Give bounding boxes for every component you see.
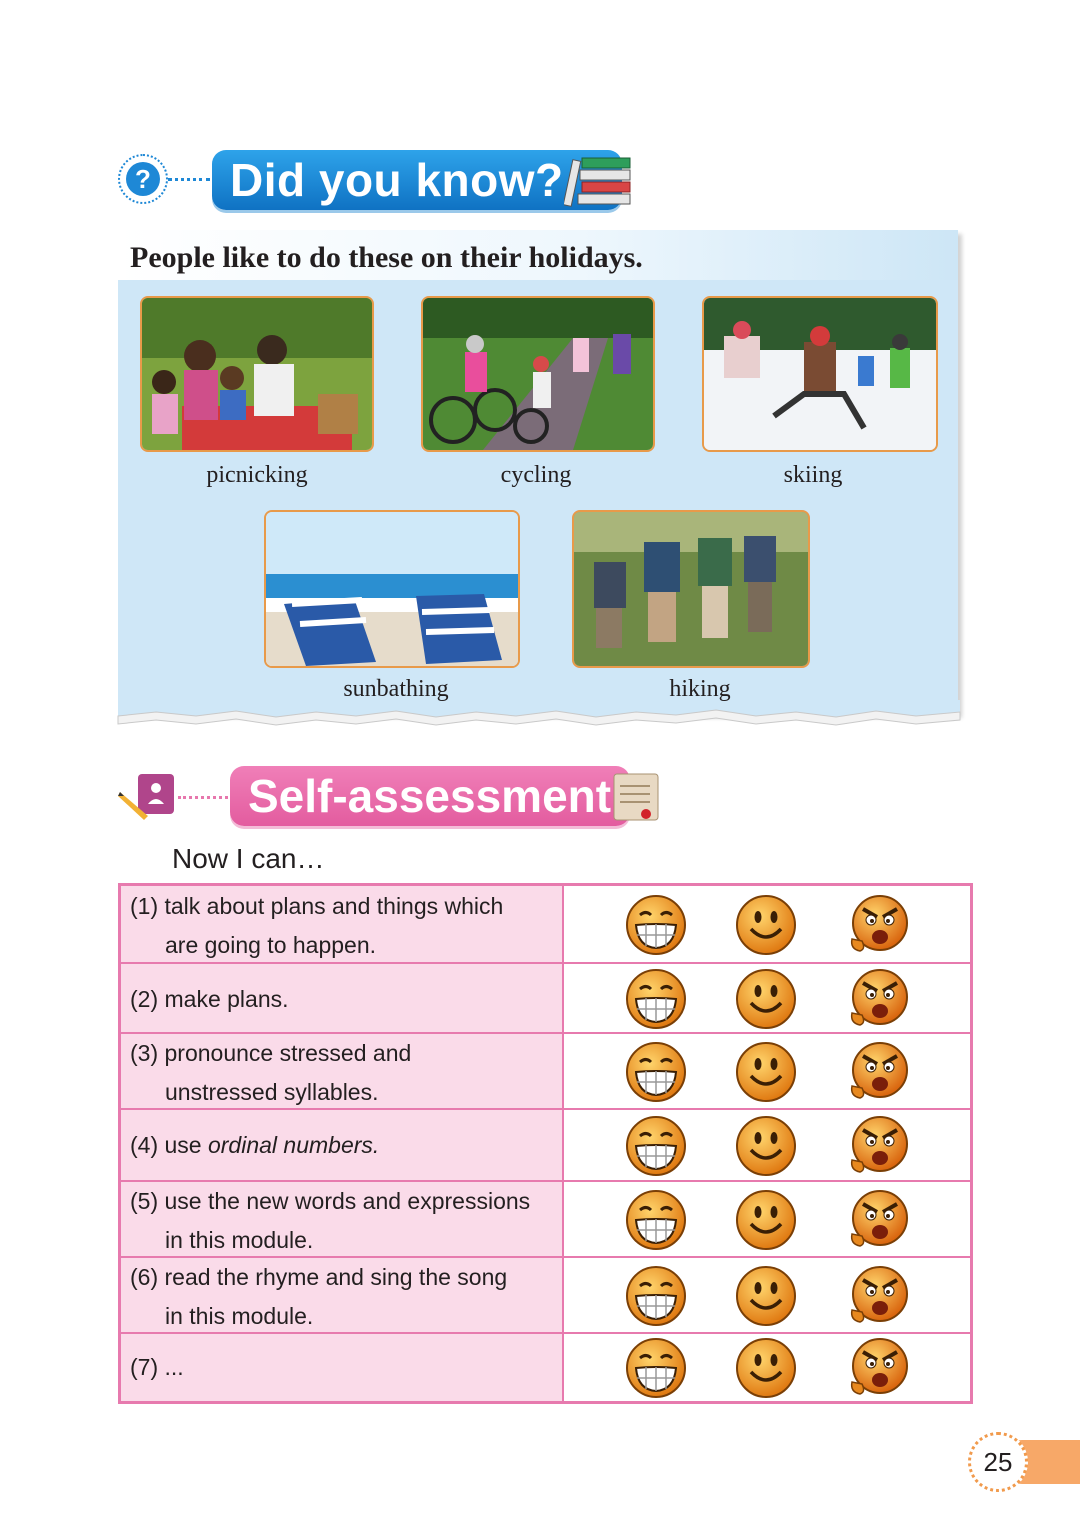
table-row bbox=[121, 1110, 970, 1182]
dotted-connector bbox=[168, 178, 210, 181]
grinning-face-icon[interactable] bbox=[624, 1264, 688, 1328]
rating-faces bbox=[564, 964, 970, 1032]
statement-cell bbox=[121, 1182, 564, 1256]
statement-line: (3) pronounce stressed and bbox=[130, 1040, 412, 1066]
torn-paper-edge bbox=[116, 700, 962, 730]
smiling-face-icon[interactable] bbox=[734, 1264, 798, 1328]
self-assessment-header bbox=[118, 762, 678, 832]
panel-heading: People like to do these on their holidays. bbox=[130, 241, 643, 274]
page-number: 25 bbox=[983, 1447, 1013, 1477]
statement-cell bbox=[121, 1258, 564, 1332]
statement-cell bbox=[121, 1334, 564, 1401]
hiking-caption: hiking bbox=[669, 676, 731, 702]
pencil-icon bbox=[118, 770, 178, 820]
question-icon: ? bbox=[118, 154, 168, 204]
grinning-face-icon[interactable] bbox=[624, 1188, 688, 1252]
assessment-intro: Now I can… bbox=[172, 843, 325, 874]
books-icon bbox=[564, 152, 634, 210]
angry-face-icon[interactable] bbox=[846, 967, 910, 1031]
statement-line: in this module. bbox=[165, 1227, 314, 1253]
smiling-face-icon[interactable] bbox=[734, 893, 798, 957]
statement-line: (1) talk about plans and things which bbox=[130, 893, 504, 919]
sunbathing-caption: sunbathing bbox=[343, 676, 449, 702]
smiling-face-icon[interactable] bbox=[734, 1114, 798, 1178]
scroll-icon bbox=[610, 770, 662, 824]
statement-cell bbox=[121, 1110, 564, 1180]
statement-cell bbox=[121, 1034, 564, 1108]
hiking-photo bbox=[572, 510, 810, 668]
dotted-connector bbox=[178, 796, 228, 799]
table-row bbox=[121, 1258, 970, 1334]
statement-line bbox=[130, 1130, 379, 1160]
sunbathing-photo bbox=[264, 510, 520, 668]
table-row bbox=[121, 1334, 970, 1401]
angry-face-icon[interactable] bbox=[846, 1114, 910, 1178]
statement-text: (4) use bbox=[130, 1132, 208, 1158]
cycling-photo bbox=[421, 296, 655, 452]
table-row bbox=[121, 886, 970, 964]
statement-cell bbox=[121, 964, 564, 1032]
smiling-face-icon[interactable] bbox=[734, 967, 798, 1031]
table-row bbox=[121, 1182, 970, 1258]
statement-line: (7) ... bbox=[130, 1354, 184, 1380]
angry-face-icon[interactable] bbox=[846, 1188, 910, 1252]
skiing-caption: skiing bbox=[783, 462, 843, 488]
skiing-photo bbox=[702, 296, 938, 452]
statement-line: (6) read the rhyme and sing the song bbox=[130, 1264, 508, 1290]
did-you-know-title: Did you know? bbox=[230, 154, 564, 206]
angry-face-icon[interactable] bbox=[846, 1040, 910, 1104]
statement-line: unstressed syllables. bbox=[165, 1079, 379, 1105]
angry-face-icon[interactable] bbox=[846, 893, 910, 957]
picnicking-photo bbox=[140, 296, 374, 452]
smiling-face-icon[interactable] bbox=[734, 1188, 798, 1252]
statement-line: are going to happen. bbox=[165, 932, 377, 958]
angry-face-icon[interactable] bbox=[846, 1336, 910, 1400]
rating-faces bbox=[564, 1258, 970, 1332]
statement-line: (5) use the new words and expressions bbox=[130, 1188, 531, 1214]
statement-line: in this module. bbox=[165, 1303, 314, 1329]
table-row bbox=[121, 964, 970, 1034]
did-you-know-header bbox=[118, 148, 638, 216]
rating-faces bbox=[564, 1334, 970, 1401]
grinning-face-icon[interactable] bbox=[624, 893, 688, 957]
statement-cell bbox=[121, 886, 564, 962]
grinning-face-icon[interactable] bbox=[624, 967, 688, 1031]
rating-faces bbox=[564, 1182, 970, 1256]
picnicking-caption: picnicking bbox=[206, 462, 308, 488]
self-assessment-title: Self-assessment bbox=[248, 770, 612, 822]
statement-italic-text: ordinal numbers. bbox=[207, 1132, 380, 1158]
smiling-face-icon[interactable] bbox=[734, 1336, 798, 1400]
rating-faces bbox=[564, 1110, 970, 1180]
rating-faces bbox=[564, 1034, 970, 1108]
grinning-face-icon[interactable] bbox=[624, 1040, 688, 1104]
self-assessment-table bbox=[118, 883, 973, 1404]
statement-line: (2) make plans. bbox=[130, 986, 289, 1012]
smiling-face-icon[interactable] bbox=[734, 1040, 798, 1104]
grinning-face-icon[interactable] bbox=[624, 1336, 688, 1400]
cycling-caption: cycling bbox=[500, 462, 572, 488]
angry-face-icon[interactable] bbox=[846, 1264, 910, 1328]
rating-faces bbox=[564, 886, 970, 962]
grinning-face-icon[interactable] bbox=[624, 1114, 688, 1178]
table-row bbox=[121, 1034, 970, 1110]
